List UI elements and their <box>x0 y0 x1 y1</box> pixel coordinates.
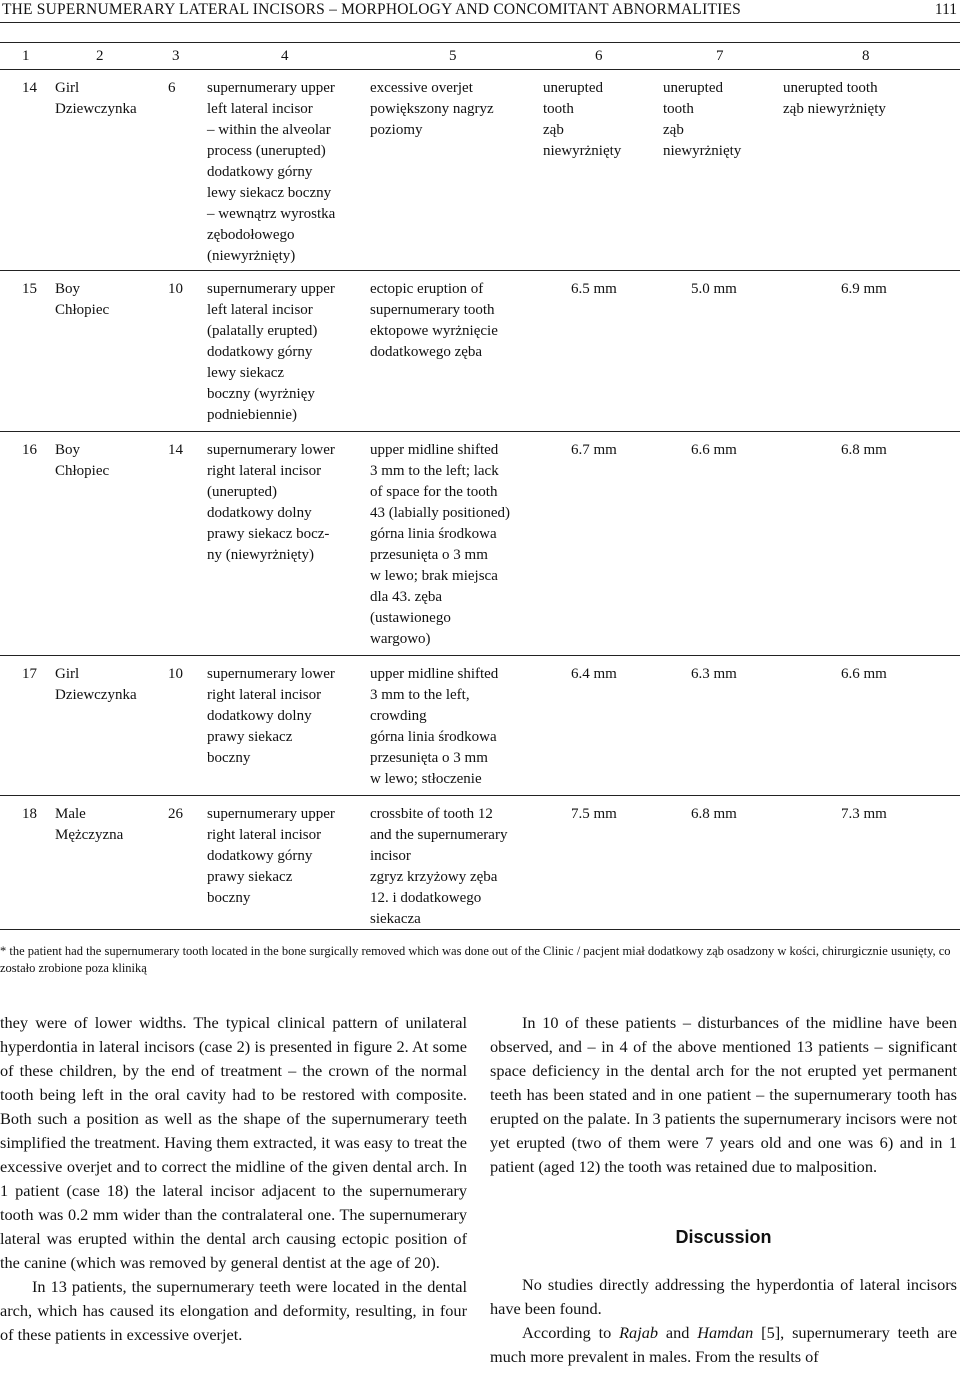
measurement-cell-7 <box>691 804 737 825</box>
cell-line: niewyrżnięty <box>543 143 622 159</box>
cell-line: crossbite of tooth 12 <box>370 806 493 822</box>
sex-cell <box>55 279 155 321</box>
age-cell: 10 <box>168 666 183 682</box>
cell-line: 12. i dodatkowego <box>370 890 482 906</box>
cell-line: excessive overjet <box>370 80 473 96</box>
cell-line: 6.8 mm <box>841 442 887 458</box>
cell-line: dodatkowy górny <box>207 164 313 180</box>
cell-line: 3 mm to the left; lack <box>370 463 499 479</box>
paragraph: they were of lower widths. The typical clinical pattern of unilateral hyperdontia in lateral incisors (case 2) is presented in figure 2. At some of these children, by the end of treatment – the crown of the normal tooth being left in the oral cavity had to be restored with composite. Both such a position as well as the shape of the supernumerary teeth simplified the treatment. Having them extracted, it was easy to treat the excessive overjet and to correct the midline of the given dental arch. In 1 patient (case 18) the lateral incisor adjacent to the supernumerary tooth was 0.2 mm wider than the contralateral one. The supernumerary lateral was erupted within the dental arch causing ectopic position of the canine (which was removed by general dentist at the age of 20). <box>0 1013 467 1272</box>
cell-line: tooth <box>663 101 694 117</box>
case-number: 14 <box>22 80 37 96</box>
cell-line: unerupted <box>663 80 723 96</box>
cell-line: unerupted tooth <box>783 80 878 96</box>
col-num-5: 5 <box>449 48 457 64</box>
paragraph: No studies directly addressing the hyperdontia of lateral incisors have been found. <box>490 1275 957 1318</box>
measurement-cell-6 <box>571 440 617 461</box>
age-cell: 26 <box>168 806 183 822</box>
cell-line: ząb <box>663 122 684 138</box>
cell-line: przesunięta o 3 mm <box>370 547 488 563</box>
table-footnote: * the patient had the supernumerary tooth located in the bone surgically removed which was done out of the Clinic / pacjent miał dodatkowy ząb osadzony w kości, chirurgicznie usunięty, co zostało zrobione poza kliniką <box>0 944 951 975</box>
cell-line: dodatkowy dolny <box>207 708 312 724</box>
author-name: Hamdan <box>697 1323 754 1342</box>
author-name: Rajab <box>619 1323 658 1342</box>
tooth-description-cell <box>207 664 367 769</box>
cell-line: Boy <box>55 281 81 297</box>
cell-line: Male <box>55 806 86 822</box>
cell-line: prawy siekacz bocz- <box>207 526 330 542</box>
cell-line: górna linia środkowa <box>370 526 497 542</box>
table-row <box>0 796 960 930</box>
measurement-cell-7 <box>691 279 737 300</box>
cell-line: (niewyrżnięty) <box>207 248 296 264</box>
measurement-cell-8 <box>841 279 887 300</box>
age-cell: 10 <box>168 281 183 297</box>
cell-line: 6.7 mm <box>571 442 617 458</box>
cell-line: 6.3 mm <box>691 666 737 682</box>
cell-line: supernumerary upper <box>207 80 335 96</box>
cell-line: unerupted <box>543 80 603 96</box>
cell-line: supernumerary lower <box>207 666 335 682</box>
measurement-cell-8 <box>841 804 887 825</box>
cell-line: incisor <box>370 848 411 864</box>
cell-line: 6.9 mm <box>841 281 887 297</box>
cell-line: prawy siekacz <box>207 869 293 885</box>
abnormality-cell <box>370 440 540 650</box>
age-cell: 14 <box>168 442 183 458</box>
cell-line: right lateral incisor <box>207 463 322 479</box>
sex-cell <box>55 78 155 120</box>
body-column-left <box>0 1011 467 1347</box>
cell-line: ektopowe wyrżnięcie <box>370 323 498 339</box>
cell-line: dodatkowy górny <box>207 848 313 864</box>
tooth-description-cell <box>207 804 367 909</box>
body-column-right <box>490 1011 957 1369</box>
measurement-cell-7 <box>691 664 737 685</box>
column-number-row <box>0 43 960 70</box>
cell-line: 6.6 mm <box>841 666 887 682</box>
cell-line: upper midline shifted <box>370 666 499 682</box>
cell-line: 43 (labially positioned) <box>370 505 510 521</box>
tooth-description-cell <box>207 78 367 267</box>
cell-line: w lewo; brak miejsca <box>370 568 498 584</box>
cell-line: left lateral incisor <box>207 101 313 117</box>
measurement-cell-6 <box>571 804 617 825</box>
cell-line: (ustawionego <box>370 610 451 626</box>
cell-line: powiększony nagryz <box>370 101 494 117</box>
cell-line: supernumerary upper <box>207 281 335 297</box>
sex-cell <box>55 804 155 846</box>
cell-line: Dziewczynka <box>55 687 137 703</box>
running-header <box>0 0 960 23</box>
text-run: According to <box>522 1323 620 1342</box>
cell-line: right lateral incisor <box>207 827 322 843</box>
age-cell: 6 <box>168 80 176 96</box>
cell-line: w lewo; stłoczenie <box>370 771 482 787</box>
cell-line: crowding <box>370 708 427 724</box>
case-number: 17 <box>22 666 37 682</box>
cell-line: dodatkowy dolny <box>207 505 312 521</box>
cell-line: tooth <box>543 101 574 117</box>
cell-line: zgryz krzyżowy zęba <box>370 869 498 885</box>
paragraph: In 13 patients, the supernumerary teeth were located in the dental arch, which has caused its elongation and deformity, resulting, in four of these patients in excessive overjet. <box>0 1277 467 1344</box>
cell-line: podniebiennie) <box>207 407 297 423</box>
paragraph: In 10 of these patients – disturbances of the midline have been observed, and – in 4 of the above mentioned 13 patients – significant space deficiency in the dental arch for the not erupted yet permanent teeth has been stated and in one patient – the supernumerary tooth has erupted on the palate. In 3 patients the supernumerary incisors were not yet erupted (two of them were 7 years old and one was 6) and in 1 patient (aged 12) the tooth was retained due to malposition. <box>490 1013 957 1176</box>
cell-line: (palatally erupted) <box>207 323 318 339</box>
cell-line: niewyrżnięty <box>663 143 742 159</box>
table-body <box>0 70 960 930</box>
table-row <box>0 271 960 432</box>
cell-line: supernumerary lower <box>207 442 335 458</box>
text-run: [5], supernumerary teeth are much more prevalent in males. From the results of <box>490 1323 957 1366</box>
cell-line: 7.3 mm <box>841 806 887 822</box>
cell-line: supernumerary upper <box>207 806 335 822</box>
cell-line: Boy <box>55 442 81 458</box>
measurement-cell-6 <box>571 279 617 300</box>
cell-line: 7.5 mm <box>571 806 617 822</box>
cell-line: zębodołowego <box>207 227 295 243</box>
cell-line: ząb niewyrżnięty <box>783 101 886 117</box>
case-table <box>0 42 960 930</box>
cell-line: dodatkowy górny <box>207 344 313 360</box>
cell-line: and the supernumerary <box>370 827 508 843</box>
cell-line: 6.6 mm <box>691 442 737 458</box>
cell-line: 6.8 mm <box>691 806 737 822</box>
cell-line: left lateral incisor <box>207 302 313 318</box>
measurement-cell-8 <box>841 664 887 685</box>
table-row <box>0 70 960 271</box>
col-num-8: 8 <box>862 48 870 64</box>
case-number: 16 <box>22 442 37 458</box>
table-row <box>0 656 960 796</box>
cell-line: boczny (wyrżnięy <box>207 386 315 402</box>
cell-line: Chłopiec <box>55 302 110 318</box>
cell-line: wargowo) <box>370 631 431 647</box>
cell-line: Girl <box>55 80 80 96</box>
cell-line: prawy siekacz <box>207 729 293 745</box>
text-run: and <box>658 1323 698 1342</box>
abnormality-cell <box>370 279 540 363</box>
measurement-cell-8 <box>783 78 958 120</box>
cell-line: ząb <box>543 122 564 138</box>
page-number: 111 <box>934 1 957 18</box>
table-row <box>0 432 960 656</box>
cell-line: przesunięta o 3 mm <box>370 750 488 766</box>
cell-line: ectopic eruption of <box>370 281 484 297</box>
cell-line: 3 mm to the left, <box>370 687 470 703</box>
cell-line: Dziewczynka <box>55 101 137 117</box>
cell-line: 6.4 mm <box>571 666 617 682</box>
measurement-cell-6 <box>543 78 658 162</box>
col-num-2: 2 <box>96 48 104 64</box>
col-num-6: 6 <box>595 48 603 64</box>
cell-line: dla 43. zęba <box>370 589 443 605</box>
col-num-4: 4 <box>281 48 289 64</box>
col-num-7: 7 <box>716 48 724 64</box>
sex-cell <box>55 440 155 482</box>
cell-line: of space for the tooth <box>370 484 498 500</box>
abnormality-cell <box>370 804 540 930</box>
col-num-1: 1 <box>22 48 30 64</box>
abnormality-cell <box>370 78 540 141</box>
cell-line: right lateral incisor <box>207 687 322 703</box>
cell-line: – within the alveolar <box>207 122 331 138</box>
cell-line: górna linia środkowa <box>370 729 497 745</box>
measurement-cell-6 <box>571 664 617 685</box>
measurement-cell-7 <box>663 78 778 162</box>
section-heading-discussion: Discussion <box>675 1227 772 1247</box>
cell-line: 6.5 mm <box>571 281 617 297</box>
cell-line: poziomy <box>370 122 423 138</box>
cell-line: boczny <box>207 750 251 766</box>
cell-line: boczny <box>207 890 251 906</box>
cell-line: lewy siekacz boczny <box>207 185 332 201</box>
abnormality-cell <box>370 664 540 790</box>
cell-line: Girl <box>55 666 80 682</box>
case-number: 15 <box>22 281 37 297</box>
tooth-description-cell <box>207 440 367 566</box>
cell-line: process (unerupted) <box>207 143 326 159</box>
cell-line: dodatkowego zęba <box>370 344 483 360</box>
cell-line: ny (niewyrżnięty) <box>207 547 315 563</box>
cell-line: siekacza <box>370 911 421 927</box>
paragraph <box>490 1321 957 1369</box>
sex-cell <box>55 664 155 706</box>
cell-line: 5.0 mm <box>691 281 737 297</box>
cell-line: – wewnątrz wyrostka <box>207 206 336 222</box>
cell-line: upper midline shifted <box>370 442 499 458</box>
measurement-cell-7 <box>691 440 737 461</box>
cell-line: Chłopiec <box>55 463 110 479</box>
cell-line: lewy siekacz <box>207 365 285 381</box>
cell-line: supernumerary tooth <box>370 302 495 318</box>
running-title: THE SUPERNUMERARY LATERAL INCISORS – MORPHOLOGY AND CONCOMITANT ABNORMALITIES <box>2 1 741 18</box>
case-number: 18 <box>22 806 37 822</box>
col-num-3: 3 <box>172 48 180 64</box>
measurement-cell-8 <box>841 440 887 461</box>
cell-line: Mężczyzna <box>55 827 124 843</box>
tooth-description-cell <box>207 279 367 426</box>
cell-line: (unerupted) <box>207 484 277 500</box>
